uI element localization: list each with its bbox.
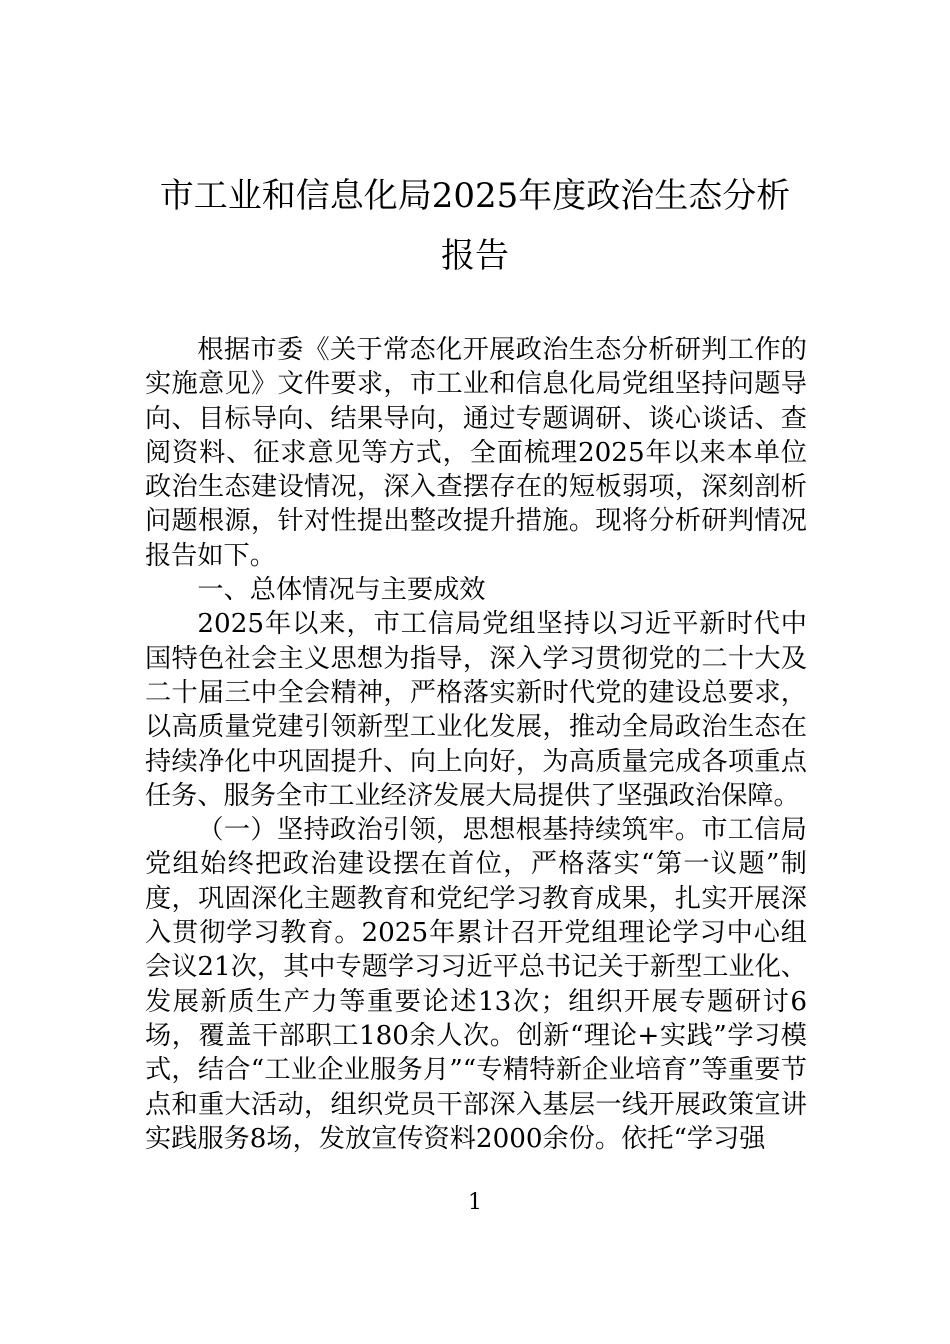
section-paragraph-political-leadership: （一）坚持政治引领，思想根基持续筑牢。市工信局党组始终把政治建设摆在首位，严格落实“第一议题”制度，巩固深化主题教育和党纪学习教育成果，扎实开展深入贯彻学习教育。2025年累计召开党组理论学习中心组会议21次，其中专题学习习近平总书记关于新型工业化、发展新质生产力等重要论述13次；组织开展专题研讨6场，覆盖干部职工180余人次。创新“理论+实践”学习模式，结合“工业企业服务月”“专精特新企业培育”等重要节点和重大活动，组织党员干部深入基层一线开展政策宣讲实践服务8场，发放宣传资料2000余份。依托“学习强 (145, 815, 807, 1154)
section-heading: 一、总体情况与主要成效 (197, 575, 486, 606)
page-number: 1 (468, 1190, 482, 1215)
intro-paragraph: 根据市委《关于常态化开展政治生态分析研判工作的实施意见》文件要求，市工业和信息化局党组坚持问题导向、目标导向、结果导向，通过专题调研、谈心谈话、查阅资料、征求意见等方式，全面梳理2025年以来本单位政治生态建设情况，深入查摆存在的短板弱项，深刻剖析问题根源，针对性提出整改提升措施。现将分析研判情况报告如下。 (145, 335, 807, 571)
document-title: 市工业和信息化局2025年度政治生态分析报告 (159, 176, 791, 276)
document-body (145, 333, 807, 1156)
section-paragraph-overview: 2025年以来，市工信局党组坚持以习近平新时代中国特色社会主义思想为指导，深入学习贯彻党的二十大及二十届三中全会精神，严格落实新时代党的建设总要求，以高质量党建引领新型工业化发展，推动全局政治生态在持续净化中巩固提升、向上向好，为高质量完成各项重点任务、服务全市工业经济发展大局提供了坚强政治保障。 (145, 609, 807, 811)
